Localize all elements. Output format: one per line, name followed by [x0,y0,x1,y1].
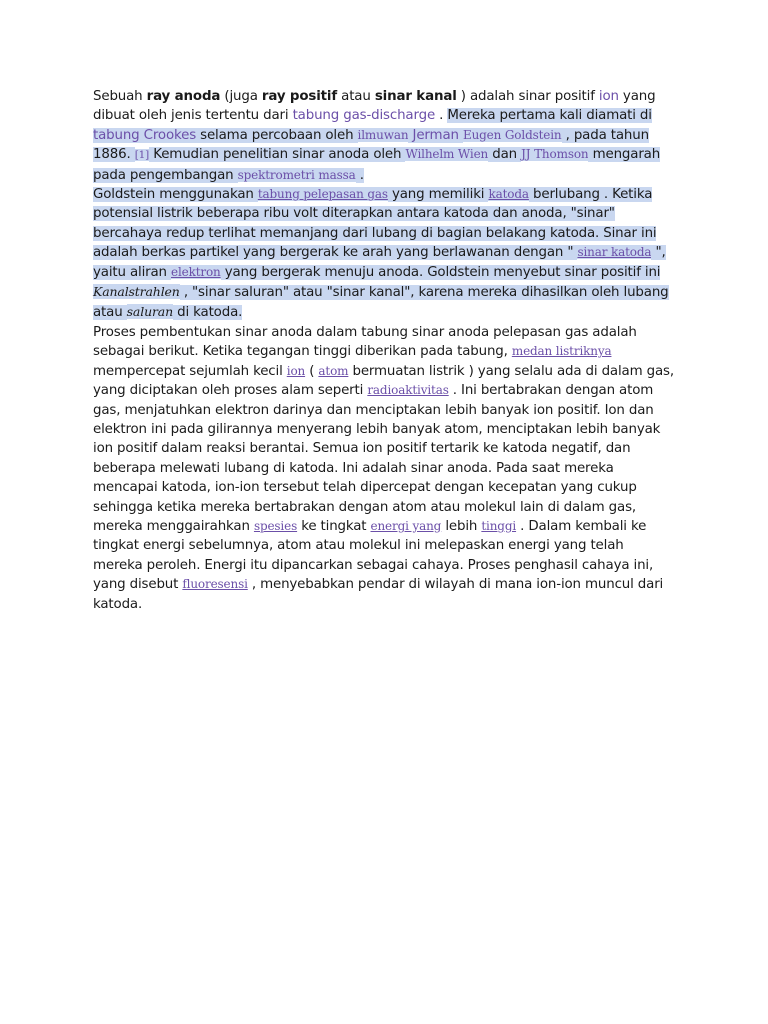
link-ilmuwan[interactable]: ilmuwan [357,127,409,142]
paragraph-3 [93,323,677,614]
text: . Dalam kembali ke tingkat energi sebelumnya, atom atau molekul ini melepaskan energi yang telah mereka peroleh. Energi itu dipancarkan sebagai cahaya. Proses penghasil cahaya ini, yang disebut [93,518,654,593]
text: yang dibuat oleh jenis tertentu dari [93,89,656,124]
paragraph-1 [93,87,677,185]
text: ( [305,363,319,379]
link-eugen-goldstein[interactable]: Eugen Goldstein [462,127,562,142]
highlighted-text: Kemudian penelitian sinar anoda oleh [149,147,406,163]
highlighted-text: yang bergerak menuju anoda. Goldstein menyebut sinar positif ini [220,264,661,280]
text: atau [337,89,375,104]
highlighted-text: selama percobaan oleh [196,127,358,143]
link-wilhelm-wien[interactable]: Wilhelm Wien [405,147,489,162]
highlighted-text: , "sinar saluran" atau "sinar kanal", karena mereka dihasilkan oleh lubang atau [93,285,669,321]
term-kanalstrahlen: Kanalstrahlen [93,284,180,300]
highlighted-text: , pada tahun 1886. [93,127,649,163]
term-ray-positif: ray positif [261,89,338,104]
text: , menyebabkan pendar di wilayah di mana ion-ion muncul dari katoda. [93,577,664,612]
text: Sebuah [93,89,147,104]
link-jj-thomson[interactable]: JJ Thomson [521,147,589,162]
highlighted-text: . [355,167,364,183]
link-jerman[interactable]: Jerman [412,127,459,143]
link-tabung-crookes[interactable]: tabung Crookes [93,127,197,143]
link-sinar-katoda[interactable]: sinar katoda [577,245,652,260]
link-energi-yang[interactable]: energi yang [370,518,442,533]
text: bermuatan listrik ) yang selalu ada di dalam gas, yang diciptakan oleh proses alam seperti [93,363,674,399]
link-spektrometri-massa[interactable]: spektrometri massa [237,167,356,182]
highlighted-text: mengarah pada pengembangan [93,147,661,183]
term-ray-anoda: ray anoda [146,89,221,104]
highlighted-text: dan [488,147,522,163]
highlighted-text [408,128,412,143]
link-tinggi[interactable]: tinggi [481,518,517,533]
link-tabung-gas-discharge[interactable]: tabung gas-discharge [292,108,436,124]
link-fluoresensi[interactable]: fluoresensi [182,577,248,592]
text: . Ini bertabrakan dengan atom gas, menjatuhkan elektron darinya dan menciptakan lebih banyak ion positif. Ion dan elektron ini pada gilirannya menyerang lebih banyak atom, menciptakan lebih banyak ion positif dalam reaksi berantai. Semua ion positif tertarik ke katoda negatif, dan beberapa melewati lubang di katoda. Ini adalah sinar anoda. Pada saat mereka mencapai katoda, ion-ion tersebut telah dipercepat dengan kecepatan yang cukup sehingga ketika mereka bertabrakan dengan atom atau molekul lain di dalam gas, mereka menggairahkan [93,383,661,534]
link-tabung-pelepasan-gas[interactable]: tabung pelepasan gas [257,187,388,202]
highlighted-text: Goldstein menggunakan [93,187,258,203]
text: (juga [220,89,262,104]
term-saluran: saluran [126,304,174,320]
text: lebih [441,518,482,534]
highlighted-text: ", yaitu aliran [93,245,666,280]
link-atom[interactable]: atom [318,363,349,378]
link-medan-listriknya[interactable]: medan listriknya [511,344,612,359]
highlighted-text: di katoda. [173,305,243,321]
highlighted-text: Mereka pertama kali diamati di [447,108,652,124]
text: ) adalah sinar positif [456,89,599,104]
text: ke tingkat [297,518,371,534]
highlighted-text: berlubang . Ketika potensial listrik beberapa ribu volt diterapkan antara katoda dan anoda, "sinar" bercahaya redup terlihat memanjang dari lubang di bagian belakang katoda. Sinar ini adalah berkas partikel yang bergerak ke arah yang berlawanan dengan " [93,187,657,261]
link-ion[interactable]: ion [286,363,306,378]
text: . [435,108,448,124]
link-ion[interactable]: ion [598,89,619,104]
link-spesies[interactable]: spesies [253,518,298,533]
link-radioaktivitas[interactable]: radioaktivitas [367,383,449,398]
paragraph-2 [93,185,677,323]
link-elektron[interactable]: elektron [171,264,221,279]
link-katoda[interactable]: katoda [488,187,529,202]
term-sinar-kanal: sinar kanal [374,89,457,104]
reference-link[interactable]: [1] [134,149,150,162]
text: Proses pembentukan sinar anoda dalam tabung sinar anoda pelepasan gas adalah sebagai berikut. Ketika tegangan tinggi diberikan pada tabung, [93,324,637,360]
document-page [93,87,677,614]
text: mempercepat sejumlah kecil [93,363,287,379]
highlighted-text: yang memiliki [387,187,489,203]
